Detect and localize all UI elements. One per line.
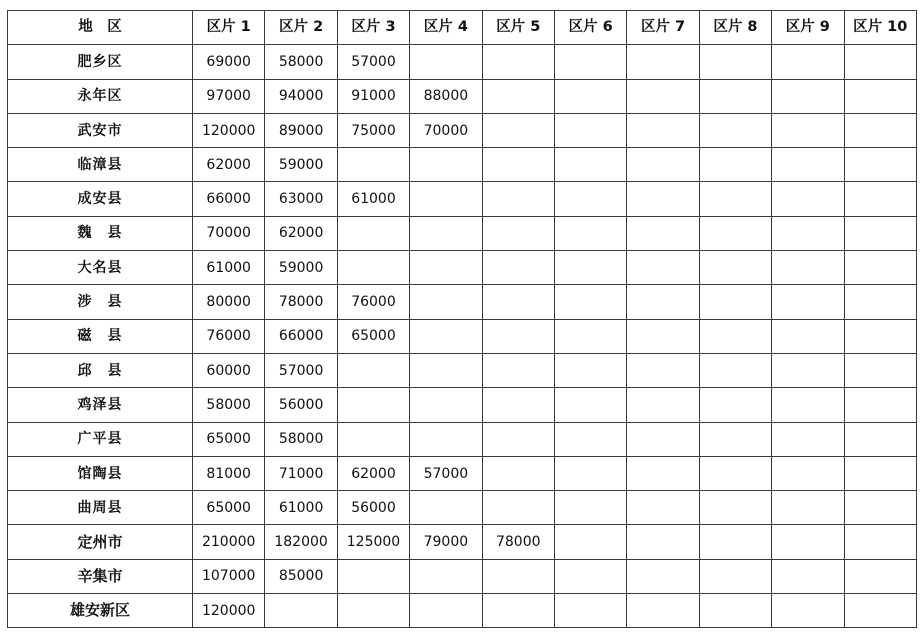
value-cell [482, 319, 554, 353]
value-cell: 62000 [337, 456, 409, 490]
value-cell [772, 319, 844, 353]
header-zone-1: 区片 1 [193, 11, 265, 45]
value-cell [554, 525, 626, 559]
value-cell [772, 525, 844, 559]
value-cell [772, 251, 844, 285]
value-cell [699, 182, 771, 216]
value-cell [554, 251, 626, 285]
value-cell: 56000 [265, 388, 337, 422]
header-zone-7: 区片 7 [627, 11, 699, 45]
value-cell [627, 216, 699, 250]
value-cell: 57000 [265, 353, 337, 387]
table-body [8, 45, 917, 628]
value-cell [627, 285, 699, 319]
value-cell [627, 594, 699, 628]
value-cell [554, 113, 626, 147]
table-row [8, 422, 917, 456]
value-cell [699, 594, 771, 628]
header-region: 地 区 [8, 11, 193, 45]
table-row [8, 251, 917, 285]
value-cell [482, 594, 554, 628]
region-cell: 肥乡区 [8, 45, 193, 79]
value-cell [699, 422, 771, 456]
region-cell: 广平县 [8, 422, 193, 456]
value-cell [627, 525, 699, 559]
value-cell [337, 422, 409, 456]
value-cell [554, 79, 626, 113]
header-zone-4: 区片 4 [410, 11, 482, 45]
table-row [8, 525, 917, 559]
value-cell [627, 45, 699, 79]
header-zone-6: 区片 6 [554, 11, 626, 45]
value-cell: 89000 [265, 113, 337, 147]
value-cell [844, 388, 916, 422]
value-cell [337, 388, 409, 422]
value-cell [844, 251, 916, 285]
value-cell [337, 353, 409, 387]
region-cell: 雄安新区 [8, 594, 193, 628]
value-cell: 60000 [193, 353, 265, 387]
region-cell: 成安县 [8, 182, 193, 216]
region-cell: 鸡泽县 [8, 388, 193, 422]
value-cell [772, 148, 844, 182]
value-cell [554, 285, 626, 319]
region-cell: 临漳县 [8, 148, 193, 182]
region-cell: 永年区 [8, 79, 193, 113]
header-zone-10: 区片 10 [844, 11, 916, 45]
value-cell: 58000 [265, 422, 337, 456]
value-cell [772, 559, 844, 593]
value-cell [699, 285, 771, 319]
header-zone-9: 区片 9 [772, 11, 844, 45]
value-cell [482, 113, 554, 147]
value-cell [844, 456, 916, 490]
value-cell: 210000 [193, 525, 265, 559]
value-cell [772, 45, 844, 79]
value-cell [410, 594, 482, 628]
region-cell: 磁 县 [8, 319, 193, 353]
value-cell [410, 422, 482, 456]
value-cell [844, 594, 916, 628]
value-cell: 71000 [265, 456, 337, 490]
table-row [8, 148, 917, 182]
value-cell [410, 216, 482, 250]
value-cell [554, 319, 626, 353]
value-cell [554, 388, 626, 422]
value-cell: 91000 [337, 79, 409, 113]
value-cell [699, 216, 771, 250]
value-cell [554, 216, 626, 250]
header-zone-3: 区片 3 [337, 11, 409, 45]
value-cell [410, 559, 482, 593]
value-cell [337, 559, 409, 593]
table-row [8, 491, 917, 525]
value-cell: 61000 [265, 491, 337, 525]
table-row [8, 559, 917, 593]
value-cell: 57000 [337, 45, 409, 79]
table-row [8, 456, 917, 490]
value-cell [844, 353, 916, 387]
table-row [8, 285, 917, 319]
region-cell: 武安市 [8, 113, 193, 147]
value-cell [410, 285, 482, 319]
value-cell: 76000 [337, 285, 409, 319]
value-cell: 57000 [410, 456, 482, 490]
value-cell [410, 319, 482, 353]
region-cell: 定州市 [8, 525, 193, 559]
value-cell: 66000 [193, 182, 265, 216]
value-cell [410, 353, 482, 387]
header-zone-8: 区片 8 [699, 11, 771, 45]
value-cell [844, 285, 916, 319]
value-cell [772, 491, 844, 525]
value-cell [699, 525, 771, 559]
value-cell [627, 456, 699, 490]
value-cell [337, 216, 409, 250]
value-cell [554, 559, 626, 593]
region-cell: 馆陶县 [8, 456, 193, 490]
region-cell: 魏 县 [8, 216, 193, 250]
value-cell: 61000 [193, 251, 265, 285]
value-cell [337, 594, 409, 628]
value-cell [554, 422, 626, 456]
value-cell [482, 388, 554, 422]
region-cell: 大名县 [8, 251, 193, 285]
value-cell [410, 388, 482, 422]
value-cell [337, 148, 409, 182]
value-cell [482, 45, 554, 79]
value-cell [482, 422, 554, 456]
value-cell [844, 422, 916, 456]
value-cell [844, 216, 916, 250]
value-cell [772, 388, 844, 422]
table-row [8, 353, 917, 387]
land-price-table [7, 10, 917, 628]
value-cell: 94000 [265, 79, 337, 113]
value-cell [627, 113, 699, 147]
value-cell [772, 216, 844, 250]
value-cell [410, 45, 482, 79]
value-cell [699, 559, 771, 593]
value-cell [554, 491, 626, 525]
value-cell [554, 456, 626, 490]
value-cell: 63000 [265, 182, 337, 216]
value-cell: 58000 [265, 45, 337, 79]
value-cell [844, 559, 916, 593]
value-cell [482, 182, 554, 216]
value-cell [699, 491, 771, 525]
value-cell [844, 525, 916, 559]
value-cell [844, 148, 916, 182]
value-cell [410, 491, 482, 525]
value-cell [627, 388, 699, 422]
value-cell: 59000 [265, 148, 337, 182]
value-cell: 59000 [265, 251, 337, 285]
value-cell [699, 388, 771, 422]
value-cell [482, 251, 554, 285]
value-cell [482, 559, 554, 593]
value-cell [482, 79, 554, 113]
table-row [8, 388, 917, 422]
value-cell: 62000 [193, 148, 265, 182]
value-cell [772, 285, 844, 319]
value-cell [699, 251, 771, 285]
value-cell [772, 113, 844, 147]
table-row [8, 319, 917, 353]
value-cell [265, 594, 337, 628]
value-cell: 65000 [337, 319, 409, 353]
value-cell [772, 594, 844, 628]
value-cell [410, 251, 482, 285]
value-cell [844, 113, 916, 147]
value-cell: 107000 [193, 559, 265, 593]
value-cell: 78000 [265, 285, 337, 319]
value-cell: 79000 [410, 525, 482, 559]
value-cell: 80000 [193, 285, 265, 319]
table-row [8, 182, 917, 216]
value-cell [699, 456, 771, 490]
table-row [8, 79, 917, 113]
value-cell: 88000 [410, 79, 482, 113]
value-cell [554, 353, 626, 387]
value-cell: 75000 [337, 113, 409, 147]
value-cell [844, 79, 916, 113]
value-cell [627, 319, 699, 353]
value-cell: 120000 [193, 113, 265, 147]
value-cell [699, 113, 771, 147]
value-cell [627, 559, 699, 593]
value-cell [482, 491, 554, 525]
value-cell: 81000 [193, 456, 265, 490]
value-cell [554, 148, 626, 182]
table-row [8, 45, 917, 79]
value-cell: 76000 [193, 319, 265, 353]
value-cell [699, 353, 771, 387]
table-row [8, 113, 917, 147]
value-cell [410, 148, 482, 182]
region-cell: 邱 县 [8, 353, 193, 387]
value-cell: 70000 [410, 113, 482, 147]
value-cell [337, 251, 409, 285]
value-cell [627, 422, 699, 456]
value-cell [627, 79, 699, 113]
value-cell: 58000 [193, 388, 265, 422]
value-cell [699, 45, 771, 79]
table-row [8, 216, 917, 250]
region-cell: 涉 县 [8, 285, 193, 319]
value-cell [482, 216, 554, 250]
value-cell [699, 79, 771, 113]
region-cell: 辛集市 [8, 559, 193, 593]
table-row [8, 594, 917, 628]
value-cell [482, 456, 554, 490]
value-cell [554, 182, 626, 216]
region-cell: 曲周县 [8, 491, 193, 525]
table-header-row [8, 11, 917, 45]
value-cell: 182000 [265, 525, 337, 559]
value-cell: 69000 [193, 45, 265, 79]
value-cell [627, 182, 699, 216]
value-cell [627, 148, 699, 182]
header-zone-2: 区片 2 [265, 11, 337, 45]
value-cell [772, 422, 844, 456]
value-cell [772, 353, 844, 387]
value-cell [627, 251, 699, 285]
value-cell [554, 45, 626, 79]
value-cell [772, 456, 844, 490]
value-cell: 65000 [193, 422, 265, 456]
value-cell: 61000 [337, 182, 409, 216]
value-cell [627, 491, 699, 525]
value-cell: 66000 [265, 319, 337, 353]
value-cell [844, 182, 916, 216]
value-cell [554, 594, 626, 628]
value-cell [772, 79, 844, 113]
value-cell: 97000 [193, 79, 265, 113]
value-cell [482, 285, 554, 319]
value-cell [482, 353, 554, 387]
value-cell: 78000 [482, 525, 554, 559]
value-cell [699, 319, 771, 353]
value-cell: 85000 [265, 559, 337, 593]
value-cell: 70000 [193, 216, 265, 250]
value-cell [844, 491, 916, 525]
value-cell [772, 182, 844, 216]
value-cell: 56000 [337, 491, 409, 525]
value-cell: 62000 [265, 216, 337, 250]
header-zone-5: 区片 5 [482, 11, 554, 45]
value-cell: 65000 [193, 491, 265, 525]
value-cell [627, 353, 699, 387]
value-cell [699, 148, 771, 182]
value-cell [482, 148, 554, 182]
value-cell [844, 45, 916, 79]
value-cell: 125000 [337, 525, 409, 559]
value-cell: 120000 [193, 594, 265, 628]
value-cell [844, 319, 916, 353]
value-cell [410, 182, 482, 216]
